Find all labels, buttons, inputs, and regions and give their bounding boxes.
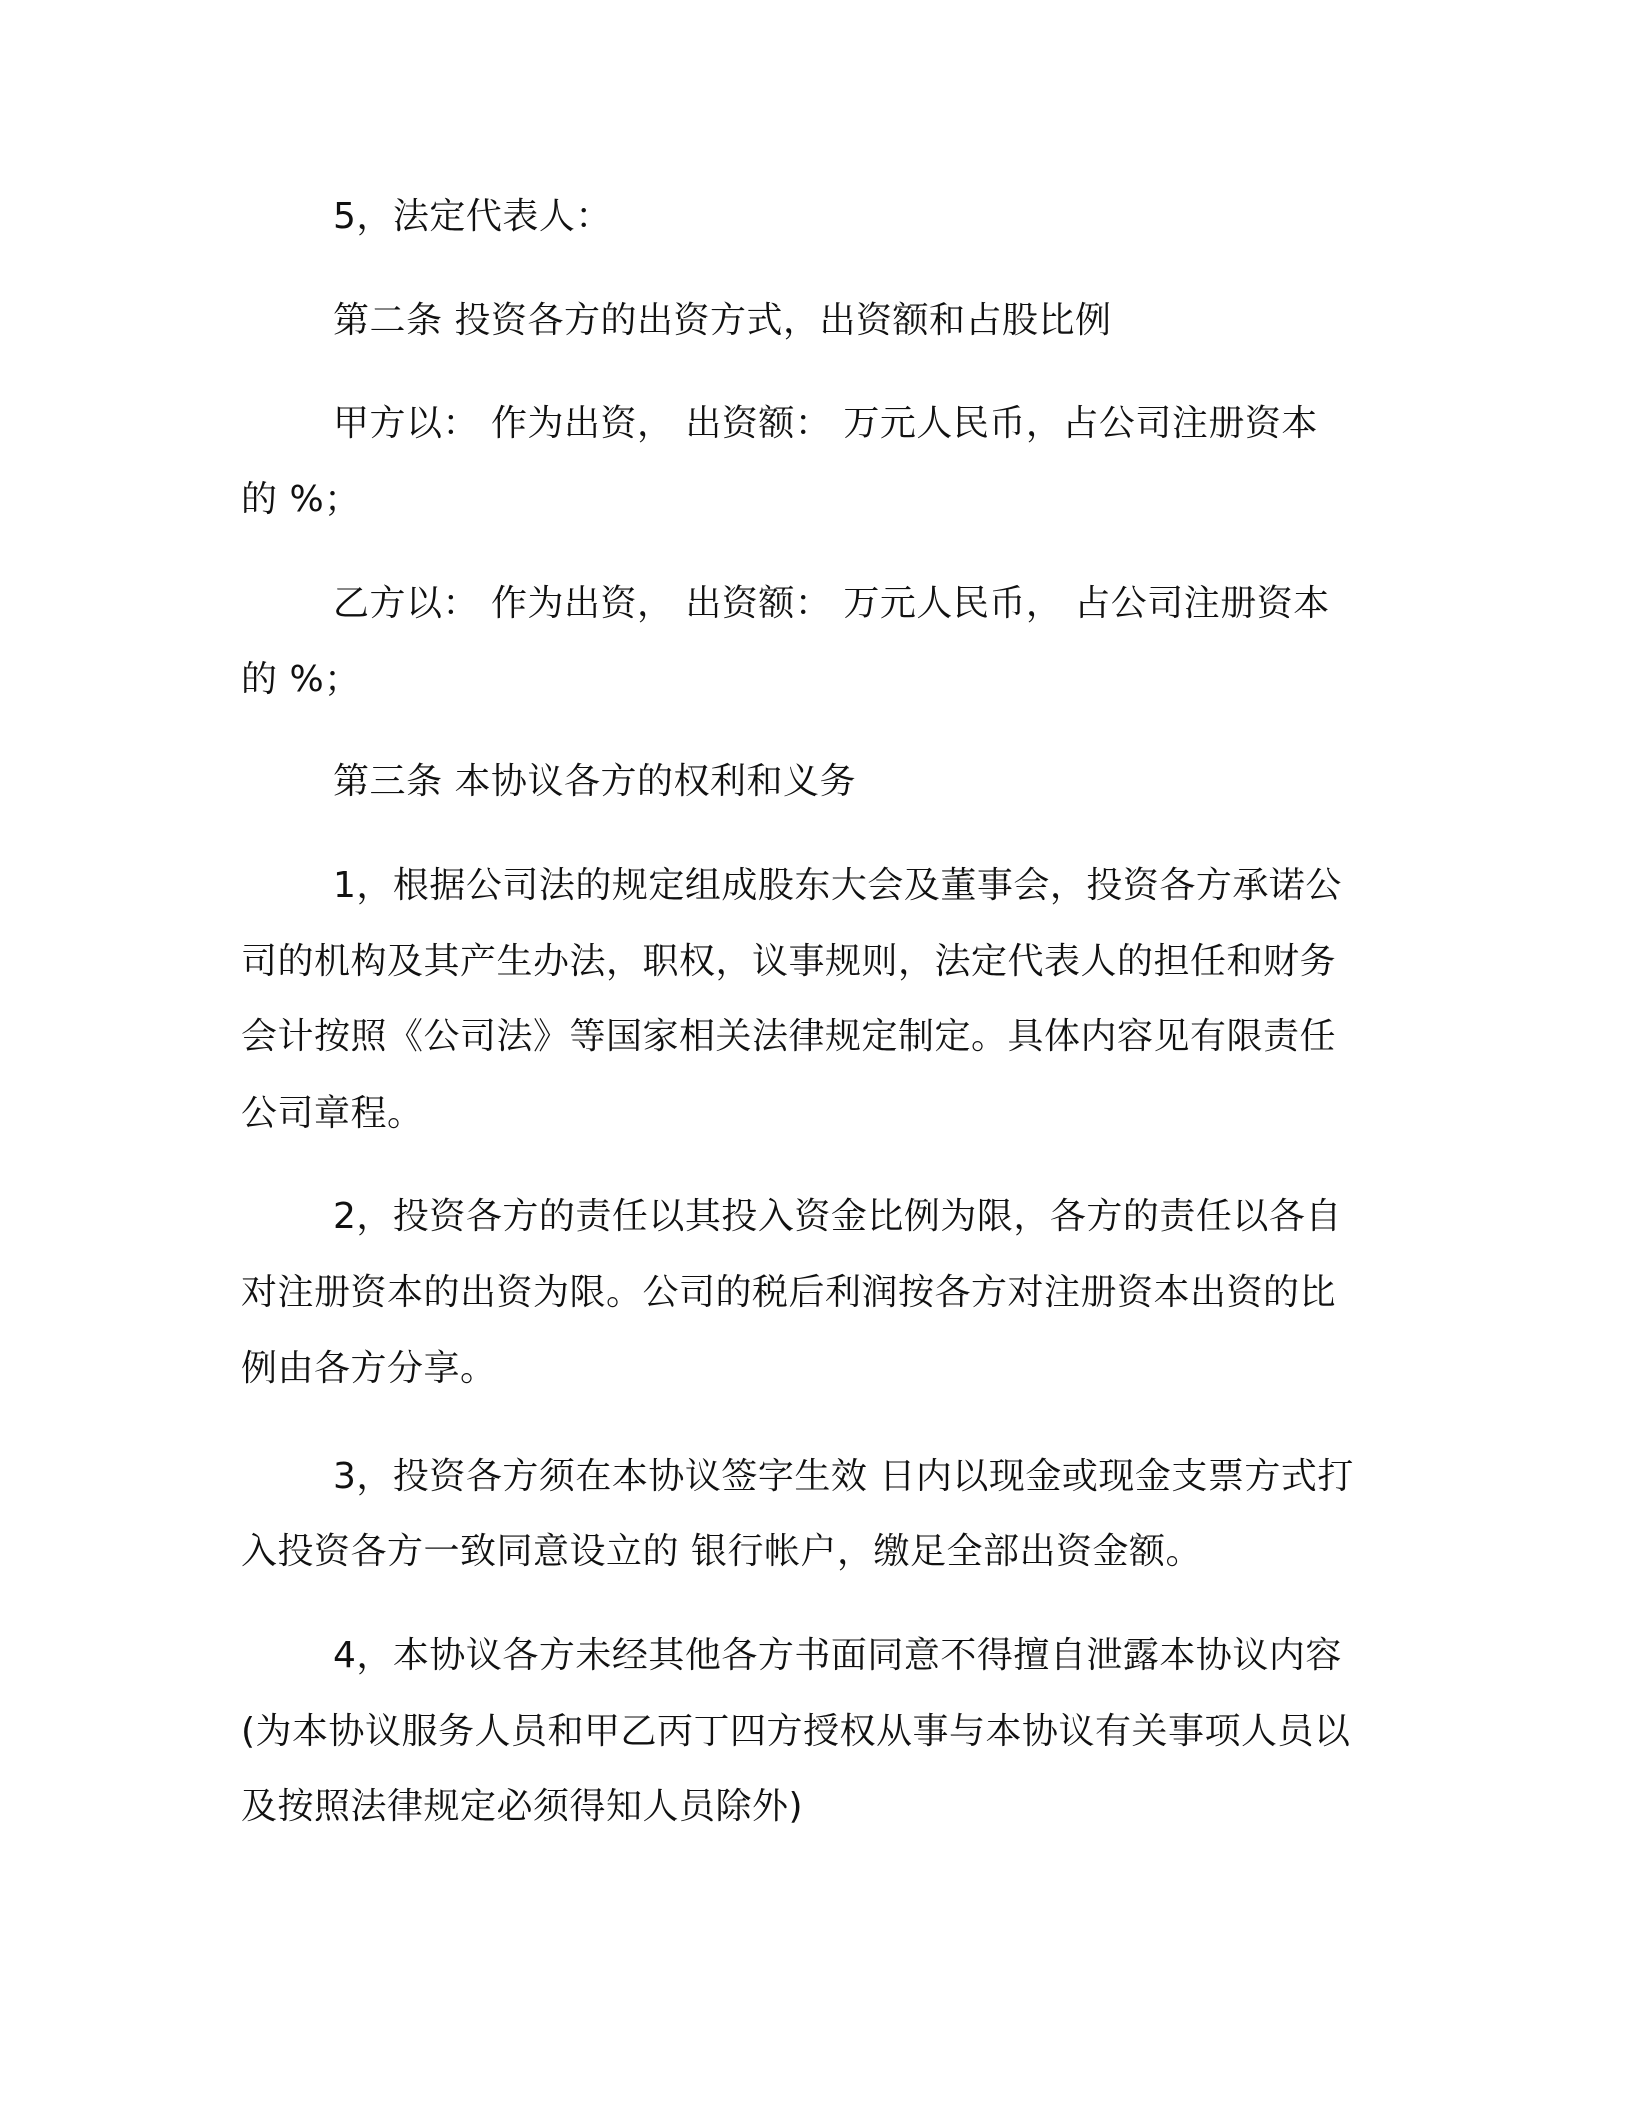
clause-three-line-1: 3，投资各方须在本协议签字生效 日内以现金或现金支票方式打 <box>333 1456 1354 1497</box>
party-a-contribution-line: 甲方以： 作为出资， 出资额： 万元人民币，占公司注册资本 <box>333 403 1318 444</box>
clause-four-line-3: 及按照法律规定必须得知人员除外) <box>241 1786 804 1827</box>
clause-three-line-2: 入投资各方一致同意设立的 银行帐户，缴足全部出资金额。 <box>241 1531 1202 1572</box>
clause-one-line-4: 公司章程。 <box>241 1093 424 1134</box>
article-two-heading: 第二条 投资各方的出资方式，出资额和占股比例 <box>333 300 1112 341</box>
clause-four-line-2: (为本协议服务人员和甲乙丙丁四方授权从事与本协议有关事项人员以 <box>241 1711 1351 1752</box>
legal-representative-item: 5，法定代表人： <box>333 196 612 237</box>
clause-two-line-2: 对注册资本的出资为限。公司的税后利润按各方对注册资本出资的比 <box>241 1272 1337 1313</box>
clause-two-line-1: 2，投资各方的责任以其投入资金比例为限，各方的责任以各自 <box>333 1196 1342 1237</box>
party-b-contribution-line: 乙方以： 作为出资， 出资额： 万元人民币， 占公司注册资本 <box>333 583 1330 624</box>
clause-four-line-1: 4，本协议各方未经其他各方书面同意不得擅自泄露本协议内容 <box>333 1635 1342 1676</box>
party-a-contribution-continued: 的 %； <box>241 479 361 520</box>
clause-one-line-2: 司的机构及其产生办法，职权，议事规则，法定代表人的担任和财务 <box>241 941 1337 982</box>
party-b-contribution-continued: 的 %； <box>241 659 361 700</box>
clause-one-line-3: 会计按照《公司法》等国家相关法律规定制定。具体内容见有限责任 <box>241 1016 1337 1057</box>
clause-two-line-3: 例由各方分享。 <box>241 1348 497 1389</box>
clause-one-line-1: 1，根据公司法的规定组成股东大会及董事会，投资各方承诺公 <box>333 865 1342 906</box>
article-three-heading: 第三条 本协议各方的权利和义务 <box>333 761 856 802</box>
